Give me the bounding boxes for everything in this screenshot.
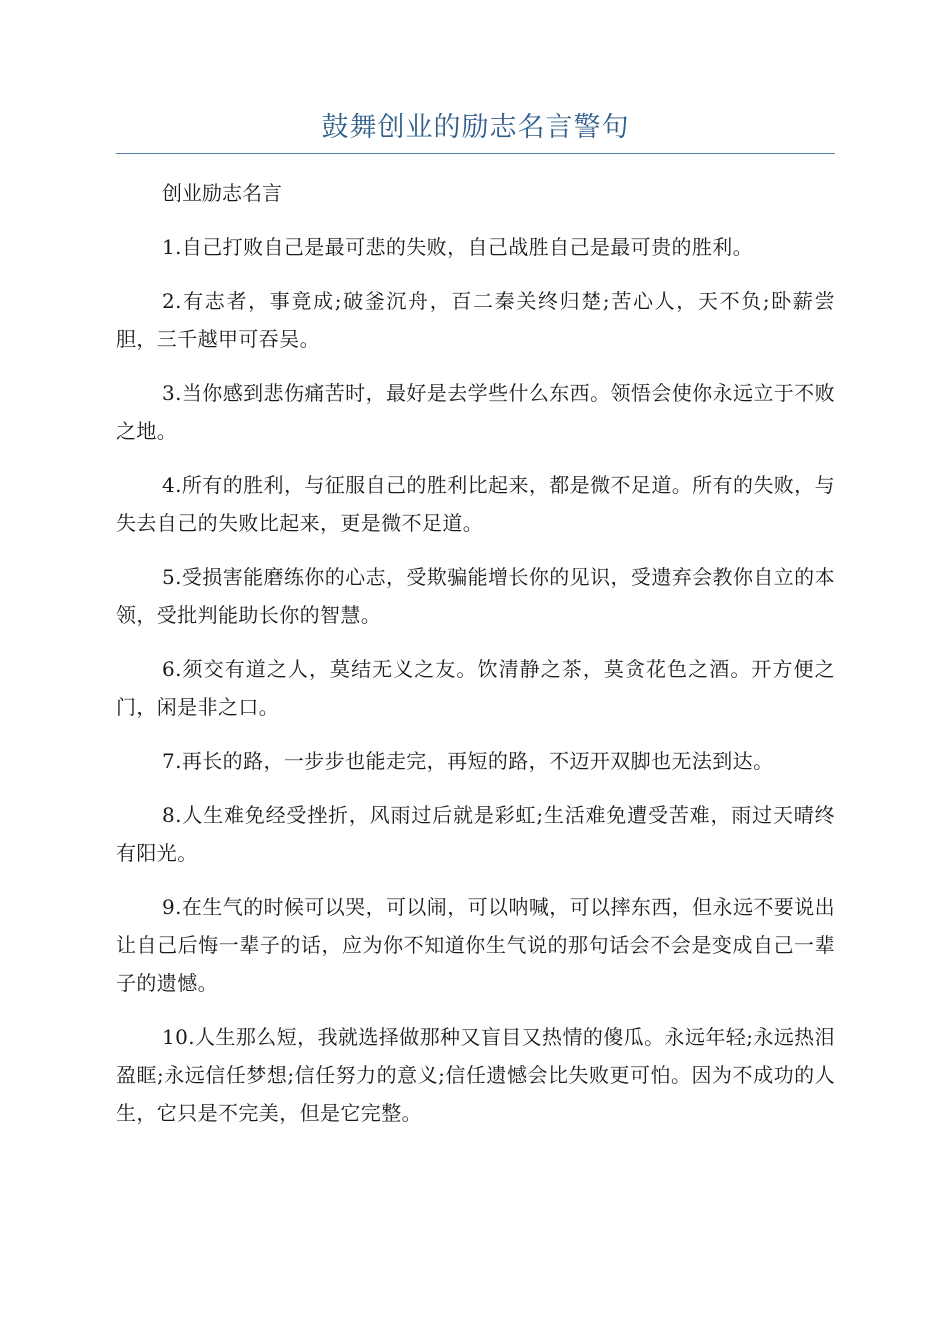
quote-paragraph: 7.再长的路，一步步也能走完，再短的路，不迈开双脚也无法到达。 [162,749,774,773]
quote-paragraph: 4.所有的胜利，与征服自己的胜利比起来，都是微不足道。所有的失败，与失去自己的失败比起来，更是微不足道。 [116,473,835,535]
quote-paragraph: 10.人生那么短，我就选择做那种又盲目又热情的傻瓜。永远年轻;永远热泪盈眶;永远信任梦想;信任努力的意义;信任遗憾会比失败更可怕。因为不成功的人生，它只是不完美，但是它完整。 [116,1025,835,1125]
quote-paragraph: 8.人生难免经受挫折，风雨过后就是彩虹;生活难免遭受苦难，雨过天晴终有阳光。 [116,803,835,865]
quote-paragraph: 5.受损害能磨练你的心志，受欺骗能增长你的见识，受遗弃会教你自立的本领，受批判能助长你的智慧。 [116,565,835,627]
quote-paragraph: 1.自己打败自己是最可悲的失败，自己战胜自己是最可贵的胜利。 [162,235,754,259]
quote-paragraph: 9.在生气的时候可以哭，可以闹，可以呐喊，可以摔东西，但永远不要说出让自己后悔一辈子的话，应为你不知道你生气说的那句话会不会是变成自己一辈子的遗憾。 [116,895,835,995]
document-page [116,108,835,1132]
document-title: 鼓舞创业的励志名言警句 [321,112,630,143]
section-heading: 创业励志名言 [162,181,282,205]
quote-paragraph: 2.有志者，事竟成;破釜沉舟，百二秦关终归楚;苦心人，天不负;卧薪尝胆，三千越甲可吞吴。 [116,289,835,351]
title-underline [116,153,835,154]
quote-paragraph: 6.须交有道之人，莫结无义之友。饮清静之茶，莫贪花色之酒。开方便之门，闲是非之口。 [116,657,835,719]
quote-paragraph: 3.当你感到悲伤痛苦时，最好是去学些什么东西。领悟会使你永远立于不败之地。 [116,381,835,443]
